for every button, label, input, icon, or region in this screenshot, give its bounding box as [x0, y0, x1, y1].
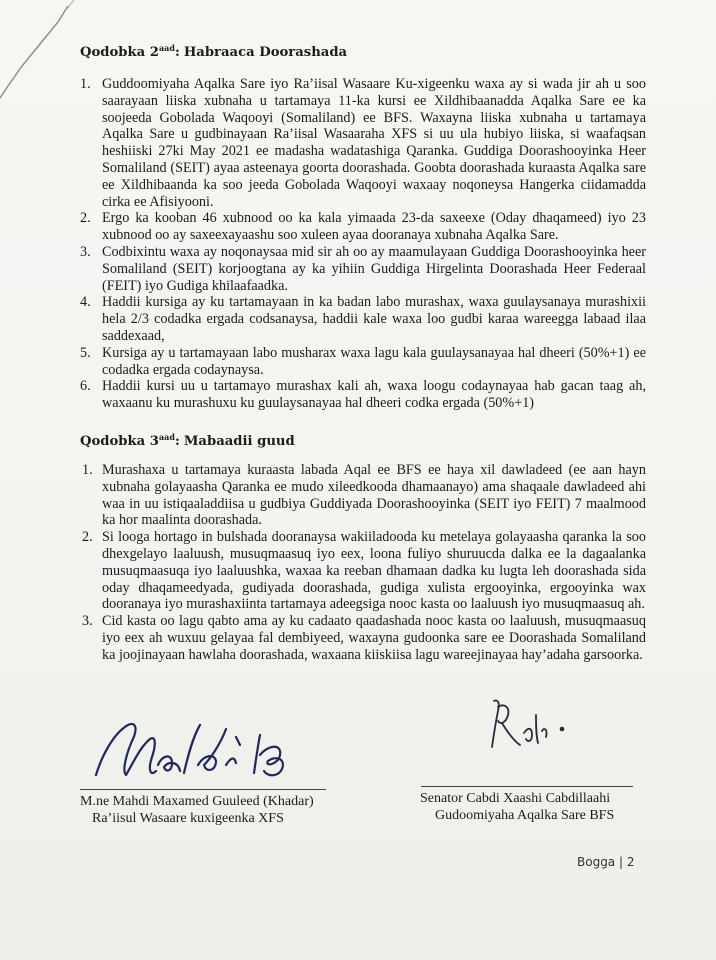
- section-heading-qodobka-3: Qodobka $3^{aad}$: Mabaadii guud: [80, 432, 295, 449]
- list-item: [80, 378, 646, 412]
- list-item: [80, 244, 646, 294]
- section-heading-title: Mabaadii guud: [183, 434, 295, 449]
- section-heading-title: Habraaca Doorashada: [183, 45, 348, 60]
- list-item-text: Si looga hortago in bulshada dooranaysa wakiiladooda ku metelaya golayaasha qaranka la soo dhexgelayo laaluush, musuqmaasuq iyo eex, loona fuliyo shuruucda dalka ee la dagaalanka musuqmaasuqa iyo laaluushka, waxaa ka reeban dhamaan dadka ku lugta leh doorashada sida oday dhaqameedyada, gudiyada doorashada, gudiga xulista ergooyinka, ergooyinka wax dooranaya iyo murashaxiinta tartamaya adeegsiga nooc kasta oo laaluush iyo musuqmaasuq ah.: [102, 529, 646, 613]
- section-heading-label: Qodobka 3: [80, 434, 159, 449]
- list-item-number: 2.: [80, 210, 91, 227]
- list-item-number: 6.: [80, 378, 91, 395]
- list-item: [80, 529, 646, 613]
- section-heading-sup: aad: [158, 432, 175, 442]
- list-item-number: 5.: [80, 344, 91, 361]
- signature-right-image: [480, 693, 580, 755]
- signer-right-name: Senator Cabdi Xaashi Cabdillaahi: [420, 791, 611, 806]
- list-item: [80, 613, 646, 663]
- list-item-number: 3.: [80, 243, 91, 260]
- list-item-text: Guddoomiyaha Aqalka Sare iyo Ra’iisal Wasaare Ku-xigeenku waxa ay si wada jir ah u soo saarayaan liiska xubnaha u tartamaya 11-ka kursi ee Xildhibaanadda Aqalka Sare ee ka soojeeda Gobolada Waqooyi (Somaliland) ee BFS. Waxayna liiska xubnaha u tartamaya Aqalka Sare u gudbinayaan Ra’iisal Wasaaraha XFS si uu ula hubiyo liiska, si waafaqsan heshiiski 27ki May 2021 ee madasha wadatashiga Qaranka. Guddiga Doorashooyinka Heer Somaliland (SEIT) ayaa asteenaya goorta doorashada. Goobta doorashada kuraasta Aqalka sare ee Xildhibaanda ka soo jeeda Gobolada Waqooyi waxaay noqoneysa Hangerka ciidamadda cirka ee Afisiyooni.: [102, 76, 646, 210]
- list-item-text: Cid kasta oo lagu qabto ama ay ku cadaato qaadashada nooc kasta oo laaluush, musuqmaasuq iyo eex ah wuxuu gelayaa fal dembiyeed, waxayna gudoonka sare ee Doorashada Somaliland ka joojinayaan hawlaha doorashada, waxaana kiiskiisa lagu wareejinayaa hay’adaha garsoorka.: [102, 613, 646, 663]
- list-item-text: Kursiga ay u tartamayaan labo musharax waxa lagu kala guulaysanayaa hal dheeri (50%+1) ee codadka ergada codaynaysa.: [102, 344, 646, 378]
- list-item: [80, 345, 646, 379]
- list-item-text: Ergo ka kooban 46 xubnood oo ka kala yimaada 23-da saxeexe (Oday dhaqameed) iyo 23 xubnood oo ay saxeexayaashu soo xuleen ayaa dooranaya xubnaha Aqalka Sare.: [102, 210, 646, 244]
- list-item-number: 1.: [82, 462, 93, 478]
- list-item-text: Haddii kursi uu u tartamayo murashax kali ah, waxa loogu codaynayaa hab gacan taag ah, waxaanu ku murashuxu ku guulaysanayaa hal dheeri codka ergada (50%+1): [102, 378, 646, 412]
- list-item: [80, 76, 646, 210]
- list-item-number: 3.: [82, 613, 93, 630]
- paper-fold-mark: [0, 0, 80, 110]
- signer-left-title: Ra’iisul Wasaare kuxigeenka XFS: [92, 811, 284, 826]
- section2-list: [80, 462, 646, 664]
- signer-left-name: M.ne Mahdi Maxamed Guuleed (Khadar): [80, 794, 314, 809]
- list-item-number: 1.: [80, 76, 91, 92]
- list-item: [80, 210, 646, 244]
- signer-right-title: Gudoomiyaha Aqalka Sare BFS: [435, 808, 615, 823]
- section-heading-qodobka-2: Qodobka $2^{aad}$: Habraaca Doorashada: [80, 43, 348, 60]
- signature-left-image: [92, 715, 307, 795]
- list-item-text: Murashaxa u tartamaya kuraasta labada Aqal ee BFS ee haya xil dawladeed (ee aan hayn xubnaha golayaasha Qaranka ee mudo xileedkooda dhamaanayo) ama shaqaale dawladeed ahi waa in uu istiqaaladdiisa u gudbiya Guddiyada Doorashooyinka (SEIT iyo FEIT) 7 maalmood ka hor maalinta doorashada.: [102, 462, 646, 529]
- signature-line-left: [80, 789, 326, 790]
- list-item: [80, 462, 646, 529]
- list-item: [80, 294, 646, 344]
- list-item-number: 2.: [82, 529, 93, 546]
- section-heading-label: Qodobka 2: [80, 45, 159, 60]
- signature-line-right: [421, 786, 633, 787]
- list-item-text: Codbixintu waxa ay noqonaysaa mid sir ah oo ay maamulayaan Guddiga Doorashooyinka heer Somaliland (SEIT) korjoogtana ay ka yihiin Guddiga Hirgelinta Doorashada Heer Federaal (FEIT) iyo Gudiga khilaafaadka.: [102, 243, 646, 294]
- page-number: Bogga | 2: [577, 855, 635, 869]
- section1-list: [80, 76, 646, 412]
- list-item-text: Haddii kursiga ay ku tartamayaan in ka badan labo murashax, waxa guulaysanaya murashixii hela 2/3 codadka ergada codsanaysa, haddii kale waxa loo gudbi karaa wareegga labaad ilaa saddexaad,: [102, 294, 646, 344]
- list-item-number: 4.: [80, 294, 91, 311]
- section-heading-sup: aad: [158, 43, 175, 53]
